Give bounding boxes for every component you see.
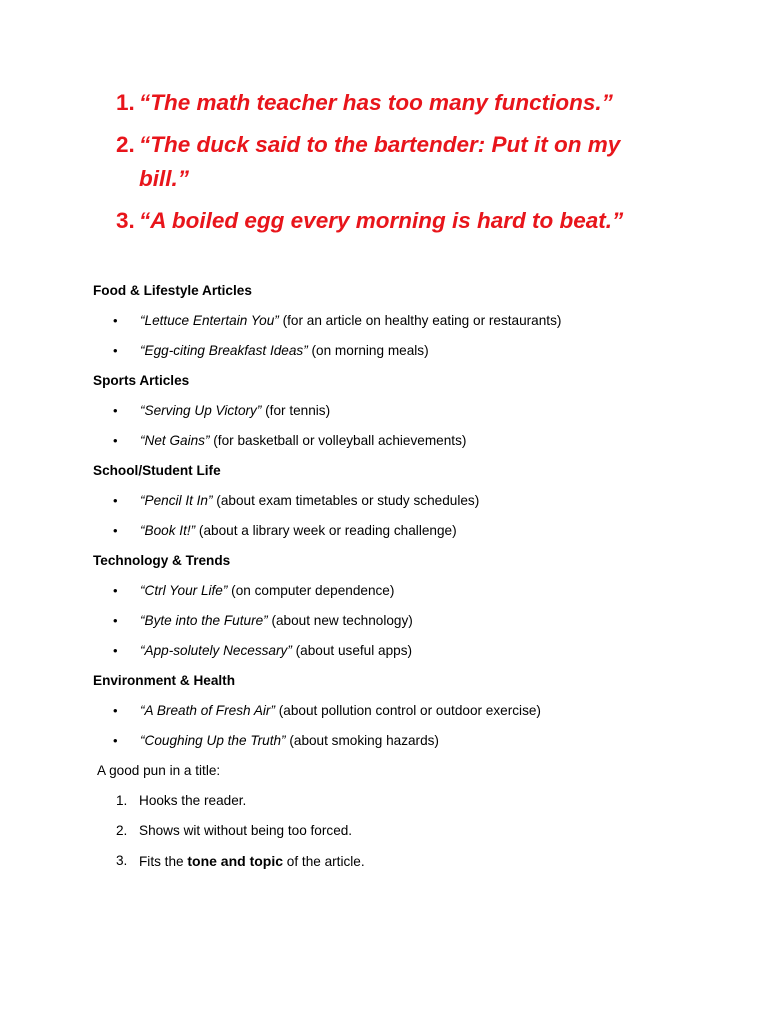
headline-title: “Byte into the Future”	[140, 613, 268, 628]
point-emphasis: tone and topic	[187, 853, 284, 869]
bullet-icon: •	[113, 403, 118, 418]
list-item	[93, 851, 713, 871]
pun-item	[116, 86, 636, 120]
list-item	[93, 431, 713, 451]
point-text: Shows wit without being too forced.	[139, 823, 353, 838]
headline-description: (about a library week or reading challenge)	[195, 523, 457, 538]
pun-number: 3.	[116, 208, 135, 233]
pun-text: “A boiled egg every morning is hard to beat.”	[139, 208, 624, 233]
bullet-icon: •	[113, 493, 118, 508]
article-categories	[93, 281, 713, 881]
headline-title: “Pencil It In”	[140, 493, 213, 508]
bullet-list-school	[93, 491, 713, 541]
section-heading-technology: Technology & Trends	[93, 553, 231, 568]
headline-title: “Egg-citing Breakfast Ideas”	[140, 343, 308, 358]
pun-text: “The math teacher has too many functions.”	[139, 90, 613, 115]
headline-title: “Ctrl Your Life”	[140, 583, 228, 598]
section-heading-sports: Sports Articles	[93, 373, 190, 388]
headline-description: (about pollution control or outdoor exercise)	[274, 703, 541, 718]
list-item	[93, 821, 713, 841]
headline-title: “Net Gains”	[140, 433, 210, 448]
pun-text: “The duck said to the bartender: Put it on my bill.”	[139, 132, 621, 191]
headline-description: (about useful apps)	[291, 643, 413, 658]
point-text: Fits the	[139, 854, 188, 869]
list-item	[93, 791, 713, 811]
section-heading-food: Food & Lifestyle Articles	[93, 283, 252, 298]
headline-description: (on computer dependence)	[227, 583, 395, 598]
bullet-icon: •	[113, 613, 118, 628]
summary-points-list	[93, 791, 713, 871]
headline-title: “A Breath of Fresh Air”	[140, 703, 275, 718]
section-heading-school: School/Student Life	[93, 463, 221, 478]
headline-description: (for an article on healthy eating or restaurants)	[278, 313, 562, 328]
point-number: 3.	[116, 853, 128, 868]
headline-description: (about smoking hazards)	[285, 733, 439, 748]
bullet-icon: •	[113, 733, 118, 748]
point-text-end: of the article.	[283, 854, 365, 869]
bullet-list-food	[93, 311, 713, 361]
pun-number: 1.	[116, 90, 135, 115]
bullet-icon: •	[113, 583, 118, 598]
list-item	[93, 731, 713, 751]
headline-title: “Serving Up Victory”	[140, 403, 262, 418]
bullet-icon: •	[113, 523, 118, 538]
bullet-icon: •	[113, 313, 118, 328]
list-item	[93, 341, 713, 361]
headline-description: (about new technology)	[267, 613, 413, 628]
bullet-icon: •	[113, 643, 118, 658]
pun-number: 2.	[116, 132, 135, 157]
bullet-icon: •	[113, 433, 118, 448]
bullet-icon: •	[113, 343, 118, 358]
point-number: 2.	[116, 823, 128, 838]
list-item	[93, 701, 713, 721]
list-item	[93, 401, 713, 421]
headline-title: “App-solutely Necessary”	[140, 643, 292, 658]
bullet-list-sports	[93, 401, 713, 451]
section-heading-environment: Environment & Health	[93, 673, 235, 688]
bullet-list-technology	[93, 581, 713, 661]
pun-item	[116, 204, 636, 238]
summary-intro: A good pun in a title:	[97, 763, 221, 778]
headline-description: (for basketball or volleyball achievements)	[209, 433, 467, 448]
list-item	[93, 611, 713, 631]
point-text: Hooks the reader.	[139, 793, 247, 808]
list-item	[93, 311, 713, 331]
bullet-icon: •	[113, 703, 118, 718]
pun-item	[116, 128, 636, 196]
headline-title: “Lettuce Entertain You”	[140, 313, 279, 328]
list-item	[93, 521, 713, 541]
point-number: 1.	[116, 793, 128, 808]
headline-title: “Book It!”	[140, 523, 196, 538]
list-item	[93, 491, 713, 511]
list-item	[93, 641, 713, 661]
headline-description: (for tennis)	[261, 403, 331, 418]
headline-description: (on morning meals)	[307, 343, 429, 358]
headline-description: (about exam timetables or study schedules)	[212, 493, 480, 508]
bullet-list-environment	[93, 701, 713, 751]
headline-title: “Coughing Up the Truth”	[140, 733, 286, 748]
list-item	[93, 581, 713, 601]
pun-examples-list	[116, 86, 636, 246]
